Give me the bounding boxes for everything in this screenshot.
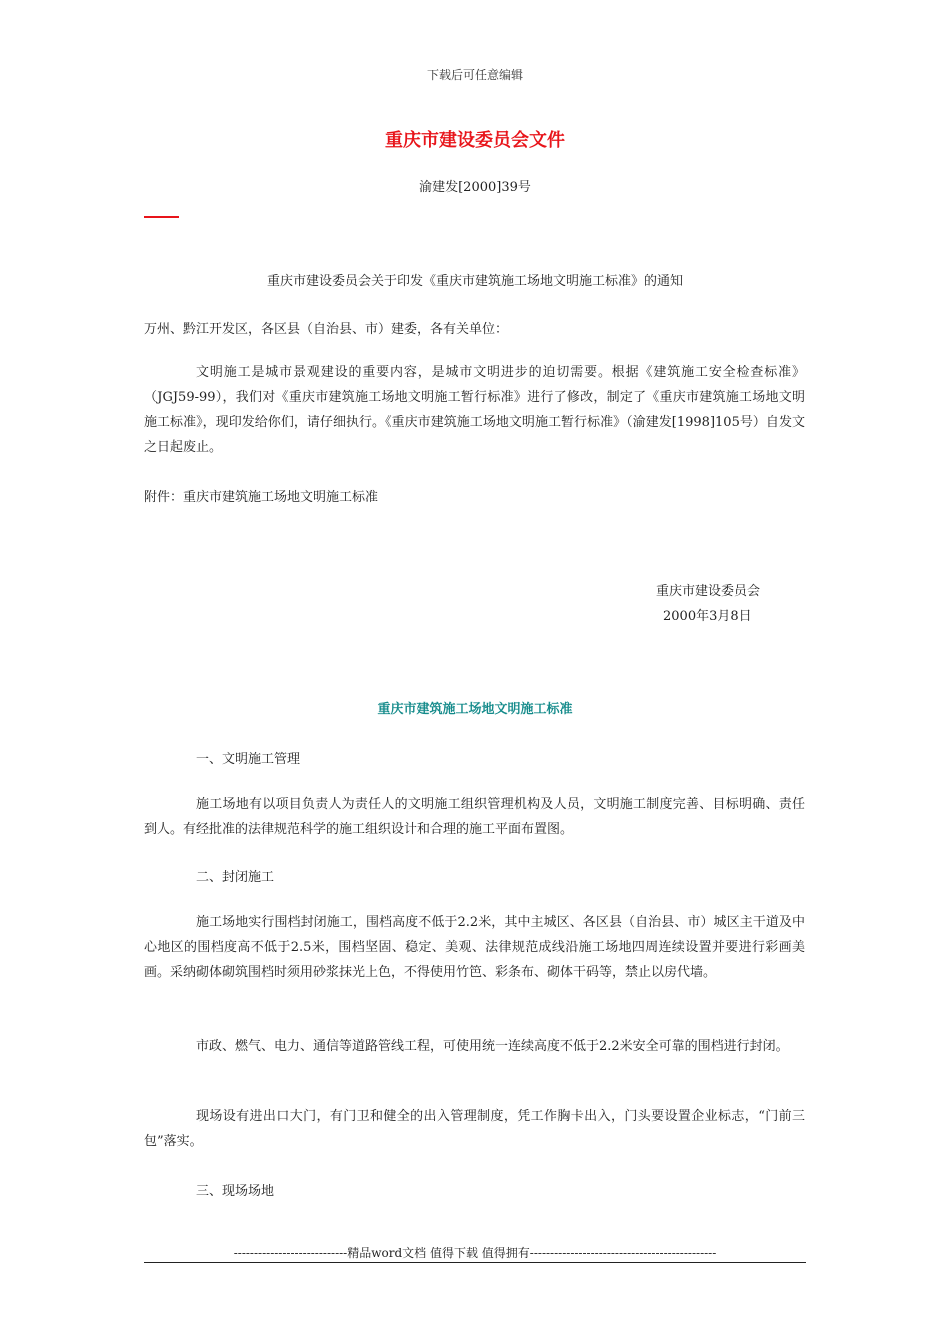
footer-text: ----------------------------精品word文档 值得下载 值得拥有---------------------------------------------- <box>233 1246 717 1260</box>
section-2-paragraph-2: 市政、燃气、电力、通信等道路管线工程，可使用统一连续高度不低于2.2米安全可靠的围档进行封闭。 <box>196 1039 789 1054</box>
section-2-paragraph-1: 施工场地实行围档封闭施工，围档高度不低于2.2米，其中主城区、各区县（自治县、市）城区主干道及中心地区的围档度高不低于2.5米，围档坚固、稳定、美观、法律规范成线沿施工场地四周连续设置并要进行彩画美画。采纳砌体砌筑围档时须用砂浆抹光上色，不得使用竹笆、彩条布、砌体干码等，禁止以房代墙。 <box>144 915 805 980</box>
notice-title: 重庆市建设委员会关于印发《重庆市建筑施工场地文明施工标准》的通知 <box>266 274 683 289</box>
attachment-line: 附件：重庆市建筑施工场地文明施工标准 <box>144 490 379 505</box>
document-number: 渝建发[2000]39号 <box>419 180 531 195</box>
body-paragraph: 文明施工是城市景观建设的重要内容，是城市文明进步的迫切需要。根据《建筑施工安全检查标准》（JGJ59-99），我们对《重庆市建筑施工场地文明施工暂行标准》进行了修改，制定了《重庆市建筑施工场地文明施工标准》，现印发给你们，请仔细执行。《重庆市建筑施工场地文明施工暂行标准》（渝建发[1998]105号）自发文之日起废止。 <box>144 365 805 455</box>
document-title: 重庆市建设委员会文件 <box>385 130 565 151</box>
section-2-heading: 二、封闭施工 <box>196 870 275 885</box>
signature-org: 重庆市建设委员会 <box>656 584 761 599</box>
signature-date: 2000年3月8日 <box>663 609 752 624</box>
section-3-heading: 三、现场场地 <box>196 1184 275 1199</box>
footer-divider <box>144 1262 806 1263</box>
section-1-heading: 一、文明施工管理 <box>196 752 301 767</box>
standard-title: 重庆市建筑施工场地文明施工标准 <box>377 702 573 717</box>
section-2-paragraph-3: 现场设有进出口大门，有门卫和健全的出入管理制度，凭工作胸卡出入，门头要设置企业标志，“门前三包”落实。 <box>144 1109 805 1149</box>
red-divider <box>144 216 179 218</box>
section-1-paragraph: 施工场地有以项目负责人为责任人的文明施工组织管理机构及人员，文明施工制度完善、目标明确、责任到人。有经批准的法律规范科学的施工组织设计和合理的施工平面布置图。 <box>144 797 805 837</box>
header-note: 下载后可任意编辑 <box>426 68 523 82</box>
addressee: 万州、黔江开发区，各区县（自治县、市）建委，各有关单位： <box>144 322 509 337</box>
